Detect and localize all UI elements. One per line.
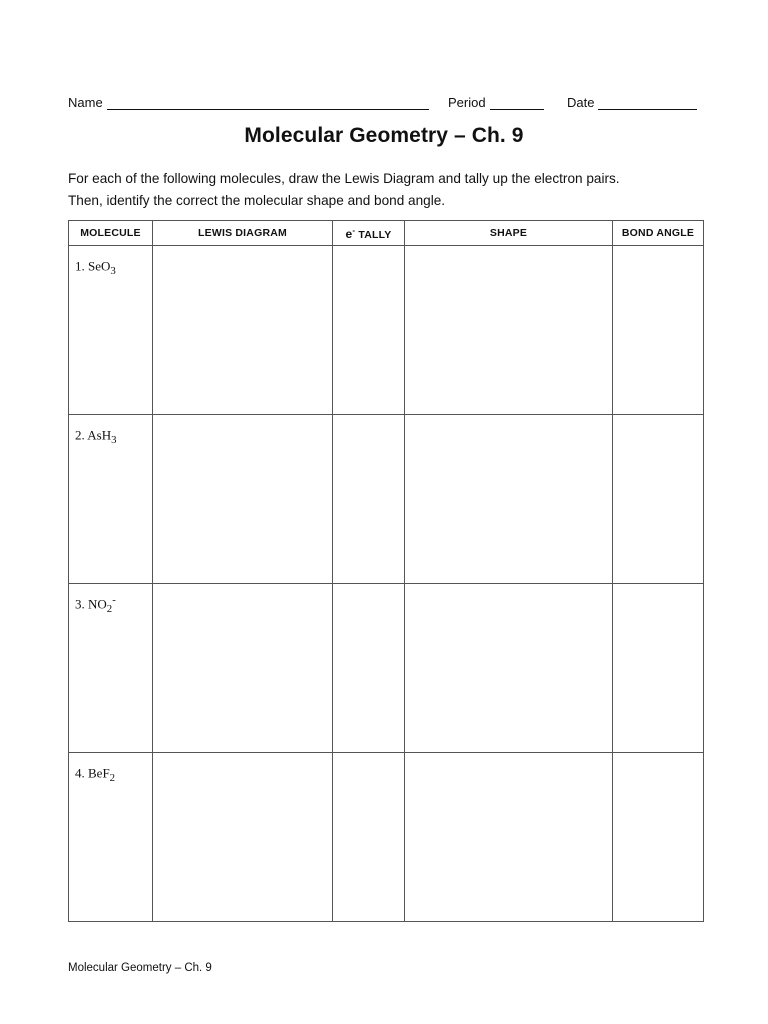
e-tally-cell[interactable] [333,246,405,415]
bond-angle-cell[interactable] [613,584,704,753]
period-field[interactable] [448,92,544,110]
instructions-line-2: Then, identify the correct the molecular shape and bond angle. [68,193,446,208]
lewis-diagram-cell[interactable] [153,246,333,415]
date-blank-line[interactable] [598,95,697,110]
molecule-cell [69,246,153,415]
molecule-label [69,246,152,277]
formula-subscript: 3 [110,264,116,277]
e-tally-cell[interactable] [333,753,405,922]
column-header-molecule: MOLECULE [69,221,153,246]
formula-subscript: 2 [109,771,116,784]
shape-cell[interactable] [405,584,613,753]
formula-subscript: 3 [111,433,117,446]
tally-e-symbol: e [345,226,353,241]
table-row [69,753,704,922]
shape-cell[interactable] [405,246,613,415]
worksheet-table [68,220,704,922]
molecule-formula: BeF [88,765,110,781]
name-field[interactable] [68,92,429,110]
page-footer: Molecular Geometry – Ch. 9 [68,962,212,974]
student-info-header [68,92,702,110]
bond-angle-cell[interactable] [613,415,704,584]
bond-angle-cell[interactable] [613,246,704,415]
name-label: Name [68,95,103,110]
table-row [69,415,704,584]
page-title: Molecular Geometry – Ch. 9 [244,124,524,147]
formula-subscript: 2 [106,602,113,615]
bond-angle-cell[interactable] [613,753,704,922]
instructions [68,168,708,212]
row-number: 3. [75,596,85,612]
period-label: Period [448,95,486,110]
table-row [69,584,704,753]
e-tally-cell[interactable] [333,584,405,753]
column-header-lewis-diagram: LEWIS DIAGRAM [153,221,333,246]
name-blank-line[interactable] [107,95,429,110]
row-number: 1. [75,258,85,274]
molecule-label [69,584,152,615]
shape-cell[interactable] [405,753,613,922]
table-row [69,246,704,415]
table-header-row [69,221,704,246]
molecule-formula: SeO [88,258,111,274]
column-header-bond-angle: BOND ANGLE [613,221,704,246]
date-label: Date [567,95,595,110]
instructions-line-1: For each of the following molecules, draw the Lewis Diagram and tally up the electron pairs. [68,171,620,186]
lewis-diagram-cell[interactable] [153,415,333,584]
period-blank-line[interactable] [490,95,544,110]
shape-cell[interactable] [405,415,613,584]
tally-label: TALLY [355,228,392,241]
formula-charge: - [112,594,116,606]
molecule-formula: NO [88,596,107,612]
molecule-cell [69,415,153,584]
e-tally-cell[interactable] [333,415,405,584]
lewis-diagram-cell[interactable] [153,753,333,922]
date-field[interactable] [567,92,697,110]
molecule-formula: AsH [87,427,112,443]
row-number: 4. [75,765,85,781]
column-header-shape: SHAPE [405,221,613,246]
column-header-e-tally [333,221,405,246]
row-number: 2. [75,427,85,443]
lewis-diagram-cell[interactable] [153,584,333,753]
molecule-cell [69,753,153,922]
molecule-cell [69,584,153,753]
tally-e-superscript: - [352,225,356,235]
molecule-label [69,415,152,446]
molecule-label [69,753,152,784]
